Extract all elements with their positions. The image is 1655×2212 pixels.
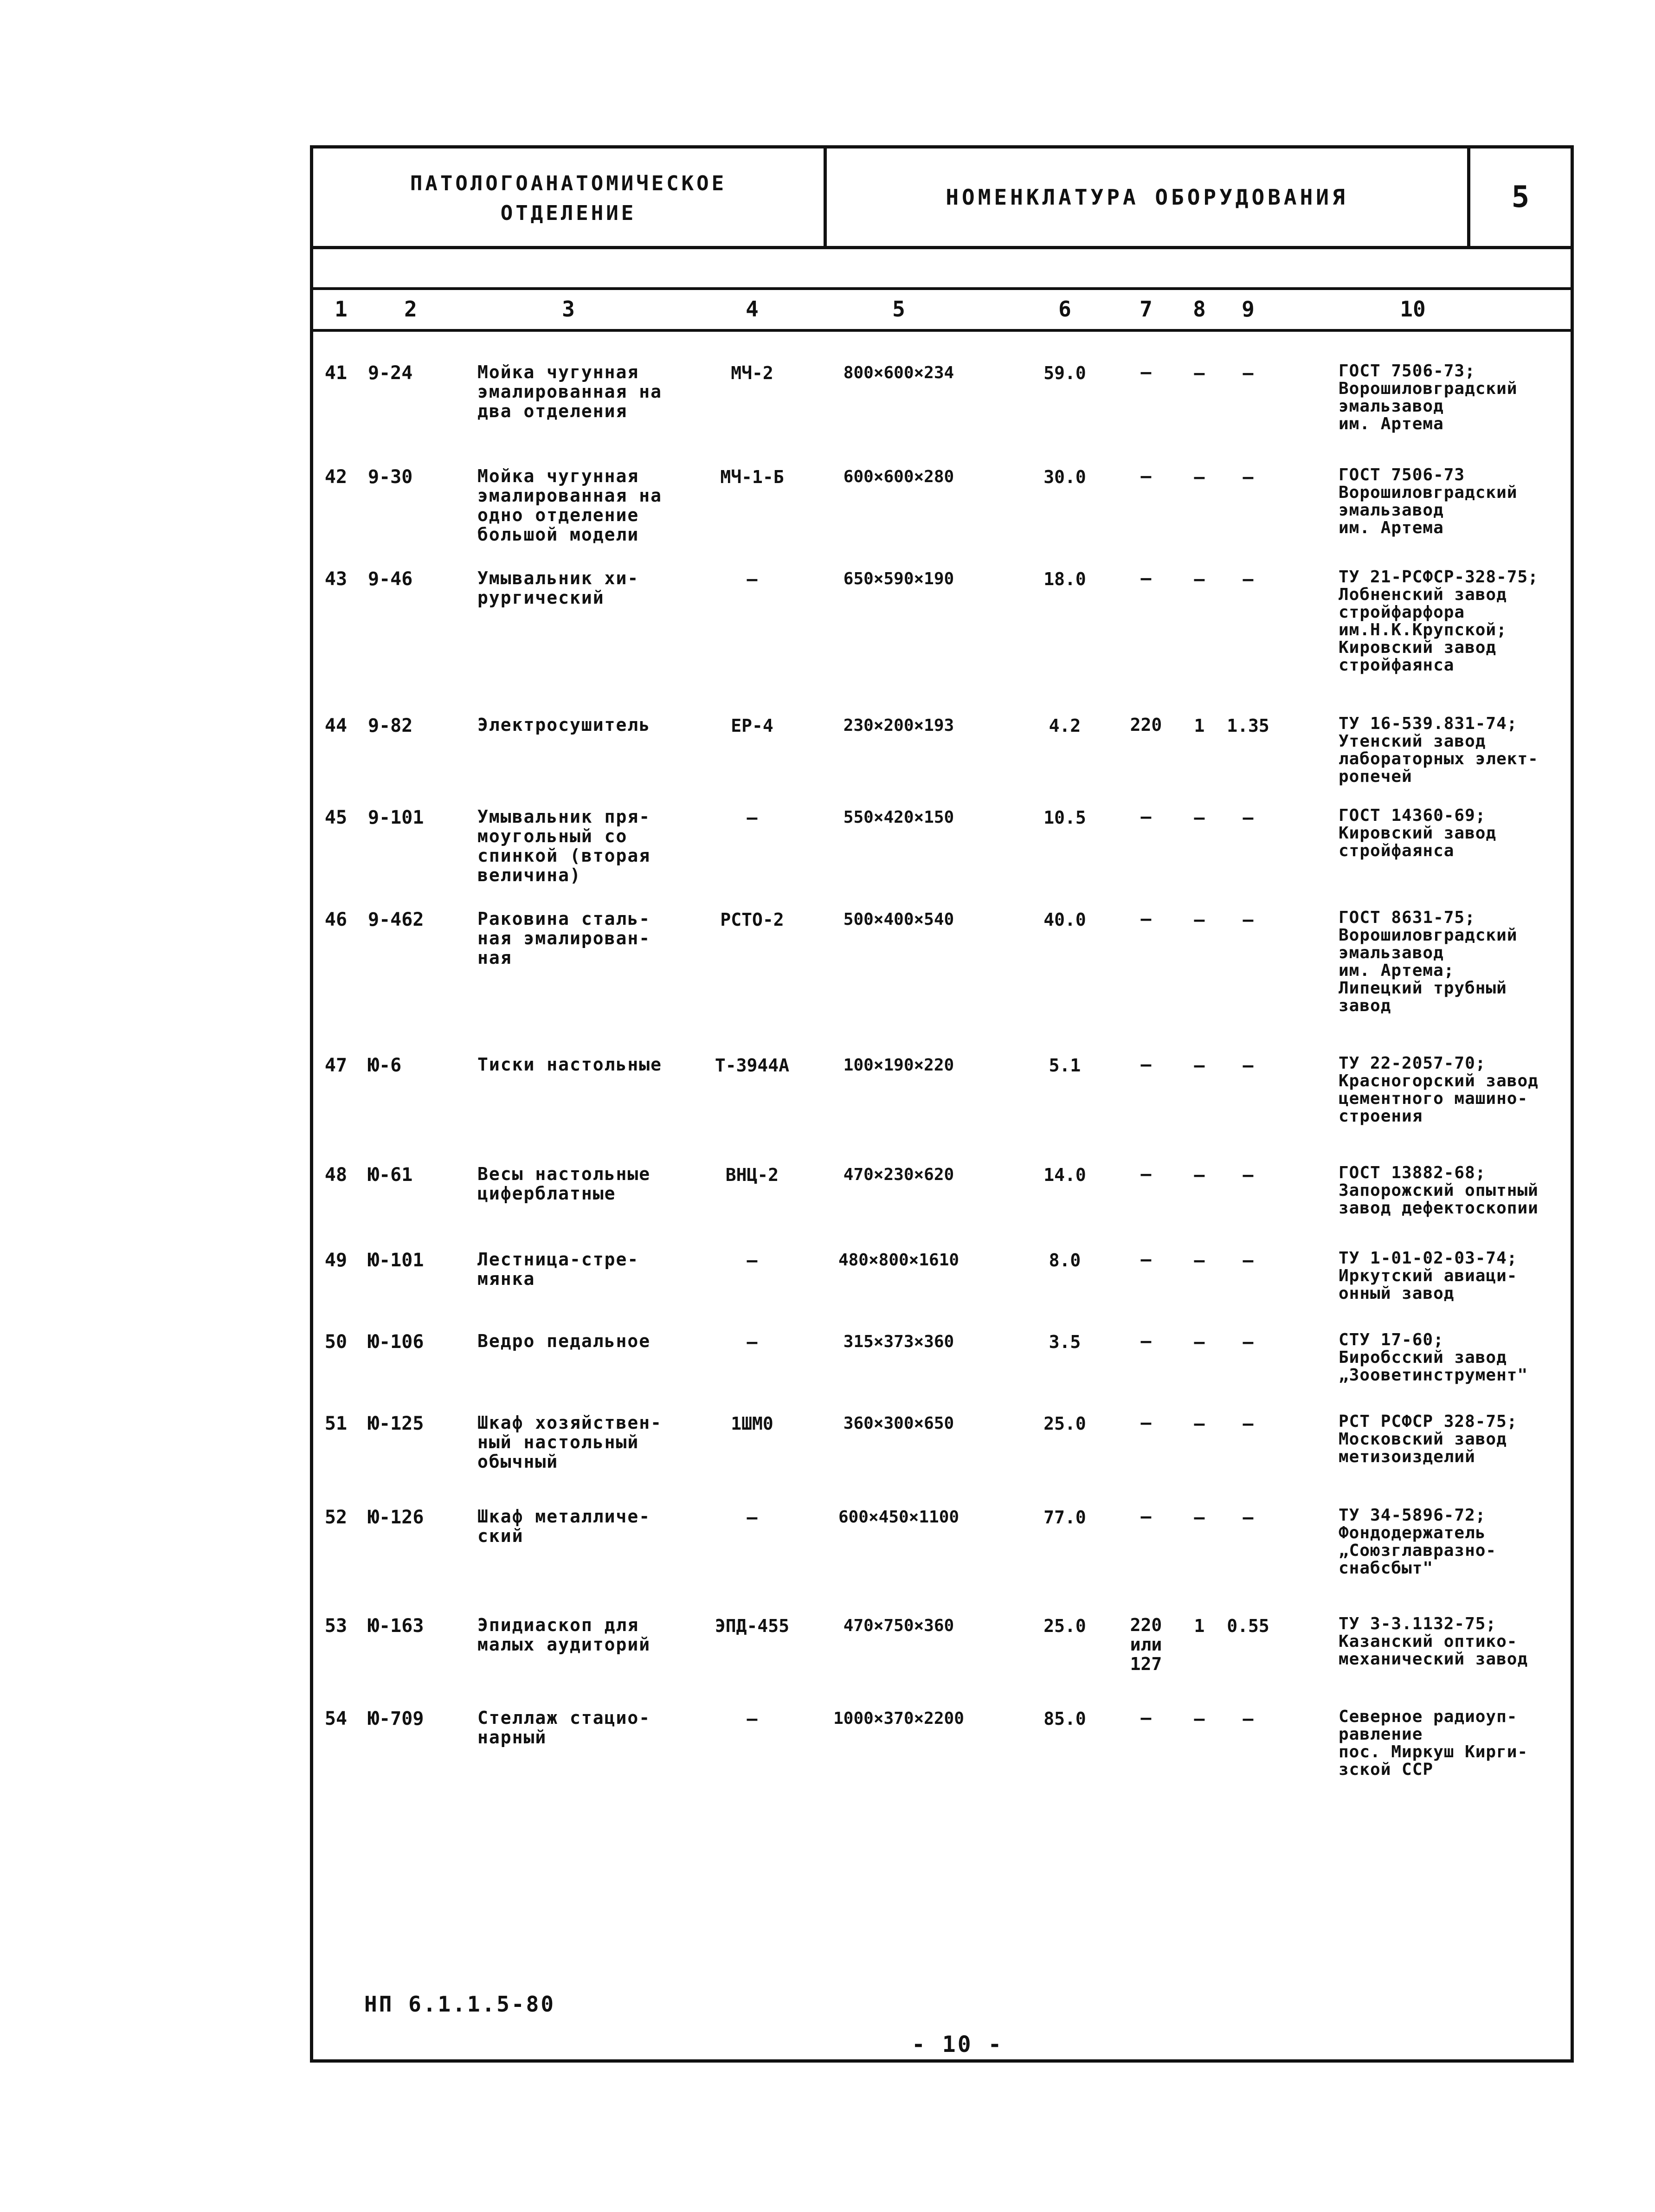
cell-notes: ГОСТ 8631-75; Ворошиловградский эмальзавод им. Артема; Липецкий трубный завод — [1339, 908, 1518, 1015]
cell-col9: – — [1243, 569, 1254, 589]
cell-item-number: 43 — [324, 568, 348, 590]
column-number: 6 — [1058, 297, 1071, 322]
cell-code: Ю-6 — [368, 1055, 402, 1076]
cell-item-number: 44 — [324, 715, 348, 736]
column-number: 8 — [1193, 297, 1206, 322]
cell-col8: – — [1194, 467, 1205, 487]
column-number: 10 — [1400, 297, 1426, 322]
cell-dimensions: 100×190×220 — [843, 1056, 954, 1075]
cell-model: МЧ-2 — [731, 363, 773, 383]
cell-dimensions: 1000×370×2200 — [833, 1709, 964, 1728]
cell-col8: – — [1194, 807, 1205, 828]
cell-col8: – — [1194, 1165, 1205, 1185]
department-title — [313, 148, 827, 246]
document-title: НОМЕНКЛАТУРА ОБОРУДОВАНИЯ — [827, 148, 1470, 246]
cell-code: 9-24 — [368, 362, 413, 384]
cell-code: 9-462 — [368, 909, 424, 930]
page-number: - 10 - — [912, 2031, 1004, 2057]
cell-name: Шкаф металличе- ский — [477, 1506, 651, 1546]
cell-dimensions: 600×450×1100 — [838, 1508, 960, 1527]
title-block — [313, 148, 1571, 249]
cell-code: Ю-709 — [368, 1708, 424, 1729]
cell-model: МЧ-1-Б — [720, 467, 784, 487]
cell-model: ЭПД-455 — [715, 1616, 790, 1636]
cell-notes: ГОСТ 14360-69; Кировский завод стройфаянса — [1339, 806, 1497, 860]
cell-notes: ТУ 21-РСФСР-328-75; Лобненский завод стройфарфора им.Н.К.Крупской; Кировский завод стройфаянса — [1339, 568, 1539, 675]
cell-col8: – — [1194, 1250, 1205, 1270]
document-code: НП 6.1.1.5-80 — [364, 1992, 556, 2017]
cell-col8: – — [1194, 909, 1205, 930]
cell-mass: 59.0 — [1043, 363, 1086, 383]
cell-code: 9-82 — [368, 715, 413, 736]
cell-code: Ю-106 — [368, 1331, 424, 1353]
cell-name: Ведро педальное — [477, 1331, 651, 1351]
cell-notes: ГОСТ 7506-73 Ворошиловградский эмальзавод им. Артема — [1339, 465, 1518, 537]
cell-mass: 85.0 — [1043, 1709, 1086, 1729]
cell-col7: 220 или 127 — [1130, 1615, 1162, 1674]
cell-item-number: 45 — [324, 807, 348, 828]
cell-col7: – — [1140, 1708, 1152, 1728]
cell-mass: 40.0 — [1043, 909, 1086, 930]
cell-item-number: 51 — [324, 1413, 348, 1434]
cell-col9: – — [1243, 807, 1254, 828]
cell-code: Ю-163 — [368, 1615, 424, 1637]
cell-col7: – — [1140, 1054, 1152, 1075]
cell-item-number: 47 — [324, 1055, 348, 1076]
column-number: 9 — [1242, 297, 1255, 322]
cell-name: Мойка чугунная эмалированная на одно отделение большой модели — [477, 466, 663, 545]
cell-code: Ю-101 — [368, 1250, 424, 1271]
cell-model: – — [747, 1332, 758, 1352]
cell-item-number: 48 — [324, 1164, 348, 1186]
cell-code: Ю-126 — [368, 1507, 424, 1528]
cell-col7: – — [1140, 1164, 1152, 1184]
cell-code: 9-46 — [368, 568, 413, 590]
cell-model: ЕР-4 — [731, 716, 773, 736]
column-number: 7 — [1140, 297, 1153, 322]
cell-mass: 77.0 — [1043, 1507, 1086, 1528]
cell-col9: – — [1243, 909, 1254, 930]
cell-dimensions: 600×600×280 — [843, 467, 954, 486]
cell-code: 9-101 — [368, 807, 424, 828]
cell-item-number: 41 — [324, 362, 348, 384]
column-number: 3 — [562, 297, 575, 322]
cell-col9: – — [1243, 1250, 1254, 1270]
cell-mass: 25.0 — [1043, 1413, 1086, 1434]
column-number: 5 — [892, 297, 905, 322]
cell-col7: – — [1140, 1412, 1152, 1433]
cell-name: Умывальник хи- рургический — [477, 568, 639, 608]
cell-dimensions: 315×373×360 — [843, 1332, 954, 1351]
cell-col7: 220 — [1130, 715, 1162, 735]
cell-col8: – — [1194, 1709, 1205, 1729]
cell-col9: – — [1243, 363, 1254, 383]
cell-col7: – — [1140, 806, 1152, 827]
cell-notes: ТУ 16-539.831-74; Утенский завод лабораторных элект- ропечей — [1339, 714, 1539, 786]
cell-name: Эпидиаскоп для малых аудиторий — [477, 1615, 651, 1655]
cell-col7: – — [1140, 466, 1152, 486]
cell-name: Шкаф хозяйствен- ный настольный обычный — [477, 1412, 663, 1472]
cell-mass: 8.0 — [1049, 1250, 1081, 1270]
cell-col8: 1 — [1194, 1616, 1205, 1636]
cell-col9: – — [1243, 1165, 1254, 1185]
cell-mass: 25.0 — [1043, 1616, 1086, 1636]
cell-dimensions: 480×800×1610 — [838, 1251, 960, 1270]
cell-col7: – — [1140, 909, 1152, 929]
cell-dimensions: 470×750×360 — [843, 1616, 954, 1635]
column-number: 4 — [746, 297, 759, 322]
column-number-row — [313, 290, 1571, 332]
department-line-2: ОТДЕЛЕНИЕ — [500, 201, 637, 225]
cell-notes: ТУ 3-3.1132-75; Казанский оптико- механический завод — [1339, 1614, 1528, 1669]
cell-notes: Северное радиоуп- равление пос. Миркуш Кирги- зской ССР — [1339, 1707, 1528, 1779]
cell-item-number: 46 — [324, 909, 348, 930]
cell-col9: 1.35 — [1227, 716, 1269, 736]
document-sheet — [310, 145, 1574, 2063]
cell-model: 1ШМ0 — [731, 1413, 773, 1434]
cell-col9: – — [1243, 1709, 1254, 1729]
cell-mass: 30.0 — [1043, 467, 1086, 487]
cell-mass: 14.0 — [1043, 1165, 1086, 1185]
cell-item-number: 54 — [324, 1708, 348, 1729]
cell-item-number: 52 — [324, 1507, 348, 1528]
cell-col8: – — [1194, 1413, 1205, 1434]
cell-mass: 5.1 — [1049, 1055, 1081, 1076]
cell-col9: – — [1243, 1413, 1254, 1434]
cell-model: – — [747, 807, 758, 828]
cell-name: Лестница-стре- мянка — [477, 1249, 639, 1289]
cell-col9: – — [1243, 1332, 1254, 1352]
department-line-1: ПАТОЛОГОАНАТОМИЧЕСКОЕ — [410, 172, 727, 195]
cell-dimensions: 360×300×650 — [843, 1414, 954, 1433]
sheet-number: 5 — [1511, 180, 1530, 214]
cell-notes: РСТ РСФСР 328-75; Московский завод метизоизделий — [1339, 1412, 1518, 1466]
cell-col7: – — [1140, 1506, 1152, 1527]
cell-col7: – — [1140, 1249, 1152, 1270]
cell-mass: 10.5 — [1043, 807, 1086, 828]
cell-col8: 1 — [1194, 716, 1205, 736]
cell-notes: ТУ 1-01-02-03-74; Иркутский авиаци- онный завод — [1339, 1249, 1518, 1303]
cell-model: – — [747, 1250, 758, 1270]
cell-item-number: 50 — [324, 1331, 348, 1353]
cell-mass: 4.2 — [1049, 716, 1081, 736]
cell-col9: 0.55 — [1227, 1616, 1269, 1636]
cell-dimensions: 230×200×193 — [843, 716, 954, 735]
cell-model: ВНЦ-2 — [725, 1165, 779, 1185]
cell-notes: ТУ 22-2057-70; Красногорский завод цементного машино- строения — [1339, 1054, 1539, 1126]
cell-model: – — [747, 1507, 758, 1528]
cell-col8: – — [1194, 1055, 1205, 1076]
cell-code: 9-30 — [368, 466, 413, 488]
cell-notes: ГОСТ 13882-68; Запорожский опытный завод дефектоскопии — [1339, 1163, 1539, 1218]
cell-dimensions: 470×230×620 — [843, 1165, 954, 1184]
cell-notes: СТУ 17-60; Биробсский завод „Зооветинструмент" — [1339, 1330, 1528, 1385]
cell-item-number: 53 — [324, 1615, 348, 1637]
cell-name: Мойка чугунная эмалированная на два отделения — [477, 362, 663, 421]
cell-dimensions: 650×590×190 — [843, 569, 954, 588]
cell-dimensions: 550×420×150 — [843, 808, 954, 827]
cell-name: Тиски настольные — [477, 1054, 663, 1075]
cell-name: Электросушитель — [477, 715, 651, 735]
cell-model: РСТО-2 — [720, 909, 784, 930]
cell-col9: – — [1243, 467, 1254, 487]
column-number: 2 — [404, 297, 417, 322]
cell-code: Ю-61 — [368, 1164, 413, 1186]
cell-col7: – — [1140, 568, 1152, 588]
cell-name: Весы настольные циферблатные — [477, 1164, 651, 1204]
cell-name: Раковина сталь- ная эмалирован- ная — [477, 909, 651, 968]
cell-col8: – — [1194, 1332, 1205, 1352]
cell-name: Стеллаж стацио- нарный — [477, 1708, 651, 1748]
cell-col8: – — [1194, 569, 1205, 589]
cell-model: Т-3944А — [715, 1055, 790, 1076]
cell-item-number: 49 — [324, 1250, 348, 1271]
cell-name: Умывальник пря- моугольный со спинкой (вторая величина) — [477, 806, 651, 885]
cell-col9: – — [1243, 1507, 1254, 1528]
cell-col7: – — [1140, 362, 1152, 382]
cell-mass: 18.0 — [1043, 569, 1086, 589]
column-number: 1 — [335, 297, 348, 322]
cell-dimensions: 800×600×234 — [843, 363, 954, 382]
cell-dimensions: 500×400×540 — [843, 910, 954, 929]
cell-notes: ТУ 34-5896-72; Фондодержатель „Союзглавразно- снабсбыт" — [1339, 1506, 1497, 1578]
cell-model: – — [747, 569, 758, 589]
cell-code: Ю-125 — [368, 1413, 424, 1434]
header-spacer — [313, 249, 1571, 290]
cell-model: – — [747, 1709, 758, 1729]
cell-col8: – — [1194, 1507, 1205, 1528]
cell-col9: – — [1243, 1055, 1254, 1076]
cell-item-number: 42 — [324, 466, 348, 488]
cell-notes: ГОСТ 7506-73; Ворошиловградский эмальзавод им. Артема — [1339, 361, 1518, 433]
cell-mass: 3.5 — [1049, 1332, 1081, 1352]
cell-col8: – — [1194, 363, 1205, 383]
cell-col7: – — [1140, 1331, 1152, 1351]
